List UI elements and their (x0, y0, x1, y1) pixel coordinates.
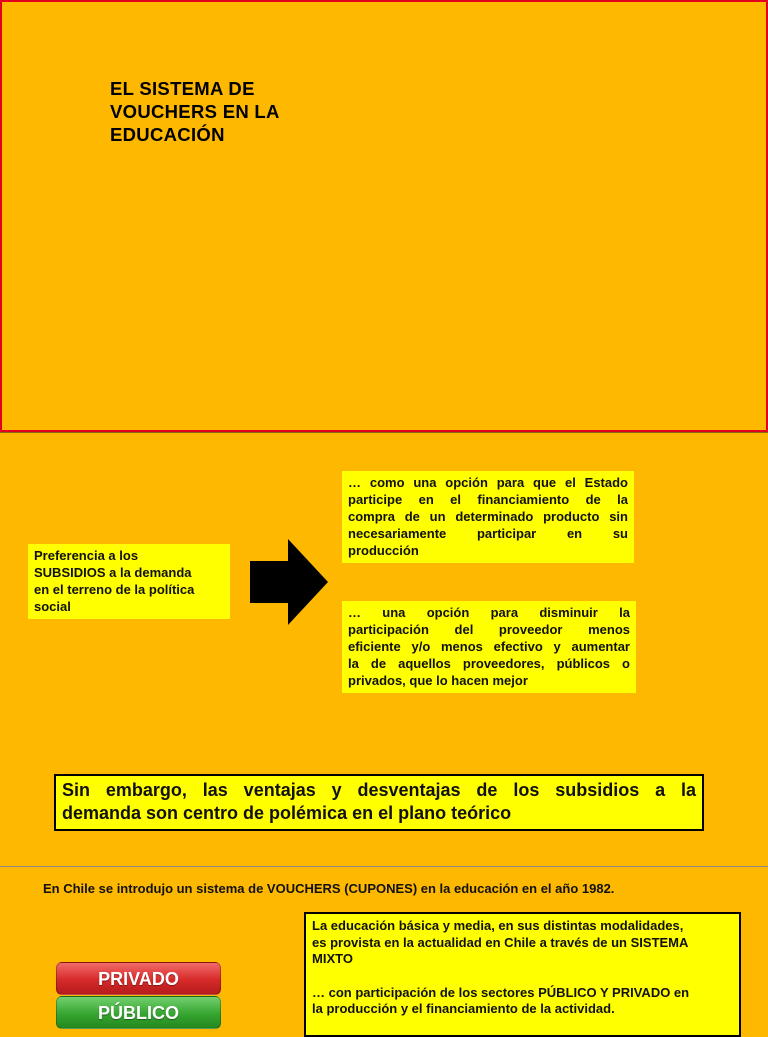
text-line: en el terreno de la política (34, 582, 195, 597)
privado-label: PRIVADO (56, 962, 221, 995)
title-line: VOUCHERS EN LA (110, 101, 280, 122)
spacer (312, 968, 733, 985)
preferencia-subsidios-box (28, 544, 230, 619)
text-line: La educación básica y media, en sus distintas modalidades, (312, 918, 684, 933)
text-line: social (34, 599, 71, 614)
opcion-estado-box (342, 471, 634, 563)
text-line: la de aquellos proveedores, públicos o (348, 656, 630, 671)
text-line: producción (348, 543, 419, 558)
text-line: Sin embargo, las ventajas y desventajas de los subsidios a la (62, 780, 696, 800)
slide-title (110, 77, 280, 146)
text-line: necesariamente participar en su (348, 526, 628, 541)
text-line: la producción y el financiamiento de la actividad. (312, 1001, 615, 1016)
text-line: participación del proveedor menos (348, 622, 630, 637)
text-line: participe en el financiamiento de la (348, 492, 628, 507)
text-line: MIXTO (312, 951, 353, 966)
title-line: EL SISTEMA DE (110, 78, 255, 99)
intro-text: En Chile se introdujo un sistema de VOUCHERS (CUPONES) en la educación en el año 1982. (43, 881, 615, 896)
paragraph (312, 985, 733, 1018)
opcion-proveedor-box (342, 601, 636, 693)
text-line: privados, que lo hacen mejor (348, 673, 528, 688)
text-line: es provista en la actualidad en Chile a través de un SISTEMA (312, 934, 689, 950)
polemica-box (54, 774, 704, 831)
chile-vouchers-slide (0, 866, 768, 1024)
text-line: … con participación de los sectores PÚBLICO Y PRIVADO en (312, 984, 690, 1000)
text-line: compra de un determinado producto sin (348, 509, 628, 524)
right-arrow-icon (250, 539, 328, 625)
text-line: eficiente y/o menos efectivo y aumentar (348, 639, 630, 654)
text-line: SUBSIDIOS a la demanda (34, 565, 192, 580)
paragraph (312, 918, 733, 968)
publico-label: PÚBLICO (56, 996, 221, 1029)
text-line: … como una opción para que el Estado (348, 475, 628, 490)
text-line: Preferencia a los (34, 548, 139, 563)
title-slide (0, 0, 768, 432)
subsidios-slide (0, 432, 768, 866)
text-line: demanda son centro de polémica en el plano teórico (62, 803, 512, 823)
sistema-mixto-box (304, 912, 741, 1037)
text-line: … una opción para disminuir la (348, 605, 630, 620)
title-line: EDUCACIÓN (110, 124, 225, 145)
